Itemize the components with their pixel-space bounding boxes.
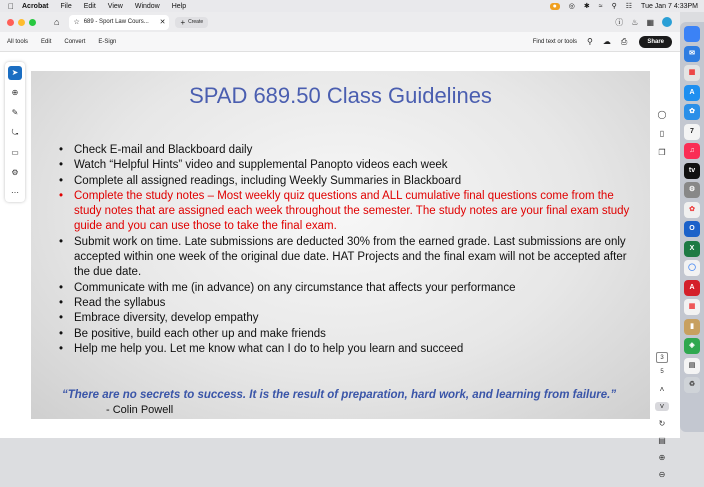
list-item: • Be positive, build each other up and make friends bbox=[59, 327, 639, 342]
help-icon[interactable]: ⓘ bbox=[615, 17, 624, 27]
dock-launchpad-icon[interactable]: ▦ bbox=[684, 65, 700, 81]
dock-preview-icon[interactable]: ▤ bbox=[684, 358, 700, 374]
convert-button[interactable]: Convert bbox=[64, 38, 86, 45]
rotate-icon[interactable]: ↻ bbox=[658, 419, 666, 428]
avatar[interactable] bbox=[662, 17, 672, 27]
all-tools-button[interactable]: All tools bbox=[7, 38, 29, 45]
zoom-in-icon[interactable]: ⊕ bbox=[658, 453, 666, 462]
dock-outlook-icon[interactable]: O bbox=[684, 221, 700, 237]
toolbar-right bbox=[533, 36, 680, 48]
tab-title: 689 - Sport Law Cours... bbox=[83, 19, 149, 25]
page-navigation bbox=[653, 352, 671, 487]
search-icon[interactable]: ⚲ bbox=[611, 3, 617, 10]
list-item: • Help me help you. Let me know what can I do to help you learn and succeed bbox=[59, 342, 639, 357]
dock-music-icon[interactable]: ♫ bbox=[684, 143, 700, 159]
dock-finder-icon[interactable] bbox=[684, 26, 700, 42]
dock-acrobat-icon[interactable]: A bbox=[684, 280, 700, 296]
dock-folder-icon[interactable]: ▮ bbox=[684, 319, 700, 335]
guidelines-list bbox=[59, 143, 639, 357]
main-toolbar bbox=[0, 32, 680, 52]
menu-file[interactable]: File bbox=[60, 2, 72, 10]
share-button[interactable]: Share bbox=[639, 36, 672, 48]
print-icon[interactable]: ⎙ bbox=[620, 36, 628, 46]
menu-view[interactable]: View bbox=[107, 2, 123, 10]
find-tools-label[interactable]: Find text or tools bbox=[532, 38, 578, 45]
list-item: • Complete all assigned readings, including Weekly Summaries in Blackboard bbox=[59, 174, 639, 189]
list-item: • Communicate with me (in advance) on any circumstance that affects your performance bbox=[59, 281, 639, 296]
document-workspace[interactable] bbox=[0, 52, 680, 479]
dock-tv-icon[interactable]: tv bbox=[684, 163, 700, 179]
home-icon[interactable]: ⌂ bbox=[54, 17, 60, 27]
comment-icon[interactable]: ◯ bbox=[657, 110, 667, 119]
create-button[interactable] bbox=[175, 17, 208, 28]
minimize-window-icon[interactable] bbox=[18, 19, 25, 26]
list-item: • Embrace diversity, develop empathy bbox=[59, 311, 639, 326]
tabbar-actions bbox=[607, 17, 680, 28]
control-center-icon[interactable]: ☷ bbox=[625, 3, 633, 10]
star-icon[interactable]: ☆ bbox=[73, 19, 80, 26]
zoom-out-icon[interactable]: ⊖ bbox=[658, 470, 666, 479]
list-item: • Submit work on time. Late submissions are deducted 30% from the earned grade. Last submissions are only accepted within one week of the original due date. HAT Projects and the final exam will not be accepted after the due date. bbox=[59, 235, 639, 281]
dock-trash-icon[interactable]: ♻ bbox=[684, 377, 700, 393]
menu-help[interactable]: Help bbox=[171, 2, 187, 10]
dock-chrome-icon[interactable]: ◯ bbox=[684, 260, 700, 276]
wifi-icon[interactable]: ≈ bbox=[598, 2, 603, 10]
dock-office-icon[interactable]: ▦ bbox=[684, 299, 700, 315]
total-pages: 5 bbox=[660, 369, 664, 375]
text-box-icon[interactable]: ▭ bbox=[11, 148, 19, 157]
dock-calendar-icon[interactable]: 7 bbox=[684, 124, 700, 140]
current-page-field[interactable]: 3 bbox=[656, 352, 668, 363]
dock-photos-icon[interactable]: ✿ bbox=[684, 202, 700, 218]
dock-mail-icon[interactable]: ✉ bbox=[684, 46, 700, 62]
quote-text: “There are no secrets to success. It is the result of preparation, hard work, and learning from failure.” bbox=[62, 389, 617, 401]
slide-title: SPAD 689.50 Class Guidelines bbox=[189, 83, 492, 108]
menu-app-name[interactable]: Acrobat bbox=[22, 2, 49, 10]
plus-icon: + bbox=[180, 17, 186, 27]
bluetooth-icon[interactable]: ✱ bbox=[583, 3, 590, 10]
edit-button[interactable]: Edit bbox=[41, 38, 52, 45]
dock-excel-icon[interactable]: X bbox=[684, 241, 700, 257]
apple-icon[interactable] bbox=[0, 2, 22, 11]
menu-window[interactable]: Window bbox=[134, 2, 160, 10]
clock[interactable]: Tue Jan 7 4:33PM bbox=[641, 2, 698, 10]
dock-app-icon[interactable]: ◈ bbox=[684, 338, 700, 354]
document-icon[interactable]: ▤ bbox=[658, 436, 666, 445]
pen-icon[interactable]: ✎ bbox=[11, 108, 19, 117]
pdf-page bbox=[31, 71, 650, 419]
esign-button[interactable]: E-Sign bbox=[98, 38, 117, 45]
list-item: • Watch “Helpful Hints” video and supplemental Panopto videos each week bbox=[59, 158, 639, 173]
menubar-status bbox=[541, 2, 704, 10]
create-label: Create bbox=[188, 19, 204, 25]
zoom-window-icon[interactable] bbox=[29, 19, 36, 26]
menu-bar bbox=[0, 0, 704, 12]
document-tab[interactable] bbox=[69, 15, 169, 30]
apps-grid-icon[interactable]: ▦ bbox=[646, 17, 654, 27]
chevron-up-icon[interactable]: ˄ bbox=[659, 385, 665, 394]
microphone-icon[interactable]: ● bbox=[550, 3, 560, 10]
upload-cloud-icon[interactable]: ☁ bbox=[602, 37, 611, 46]
dock bbox=[680, 22, 704, 432]
list-item: • Read the syllabus bbox=[59, 296, 639, 311]
screen-record-icon[interactable]: ◎ bbox=[568, 3, 575, 10]
quote-author: - Colin Powell bbox=[106, 404, 174, 416]
menu-edit[interactable]: Edit bbox=[83, 2, 96, 10]
notifications-icon[interactable]: ♨ bbox=[631, 17, 639, 27]
dock-settings-icon[interactable]: ⚙ bbox=[684, 182, 700, 198]
bookmark-icon[interactable]: ▯ bbox=[659, 129, 665, 138]
window-controls bbox=[7, 19, 40, 26]
list-item: • Complete the study notes – Most weekly quiz questions and ALL cumulative final questions come from the study notes that are assigned each week throughout the semester. The study notes are your final exam study guide and you can use those to take the final exam. bbox=[59, 189, 639, 235]
stamp-icon[interactable]: ⚙ bbox=[11, 168, 19, 177]
dock-appstore-icon[interactable]: A bbox=[684, 85, 700, 101]
pages-icon[interactable]: ❐ bbox=[658, 148, 666, 157]
quick-tools-panel bbox=[5, 62, 25, 202]
chevron-down-icon[interactable]: ˅ bbox=[655, 402, 669, 411]
close-window-icon[interactable] bbox=[7, 19, 14, 26]
right-panel-tools bbox=[655, 110, 669, 167]
zoom-icon[interactable]: ⊕ bbox=[11, 88, 19, 97]
lasso-icon[interactable]: ⤿ bbox=[11, 128, 19, 137]
search-icon[interactable]: ⚲ bbox=[587, 37, 593, 46]
dock-safari-icon[interactable]: ✿ bbox=[684, 104, 700, 120]
close-tab-icon[interactable]: ✕ bbox=[159, 19, 166, 26]
more-icon[interactable]: ⋯ bbox=[11, 188, 19, 197]
select-cursor-icon[interactable]: ➤ bbox=[8, 66, 22, 80]
tab-bar bbox=[0, 12, 680, 32]
list-item: • Check E-mail and Blackboard daily bbox=[59, 143, 639, 158]
